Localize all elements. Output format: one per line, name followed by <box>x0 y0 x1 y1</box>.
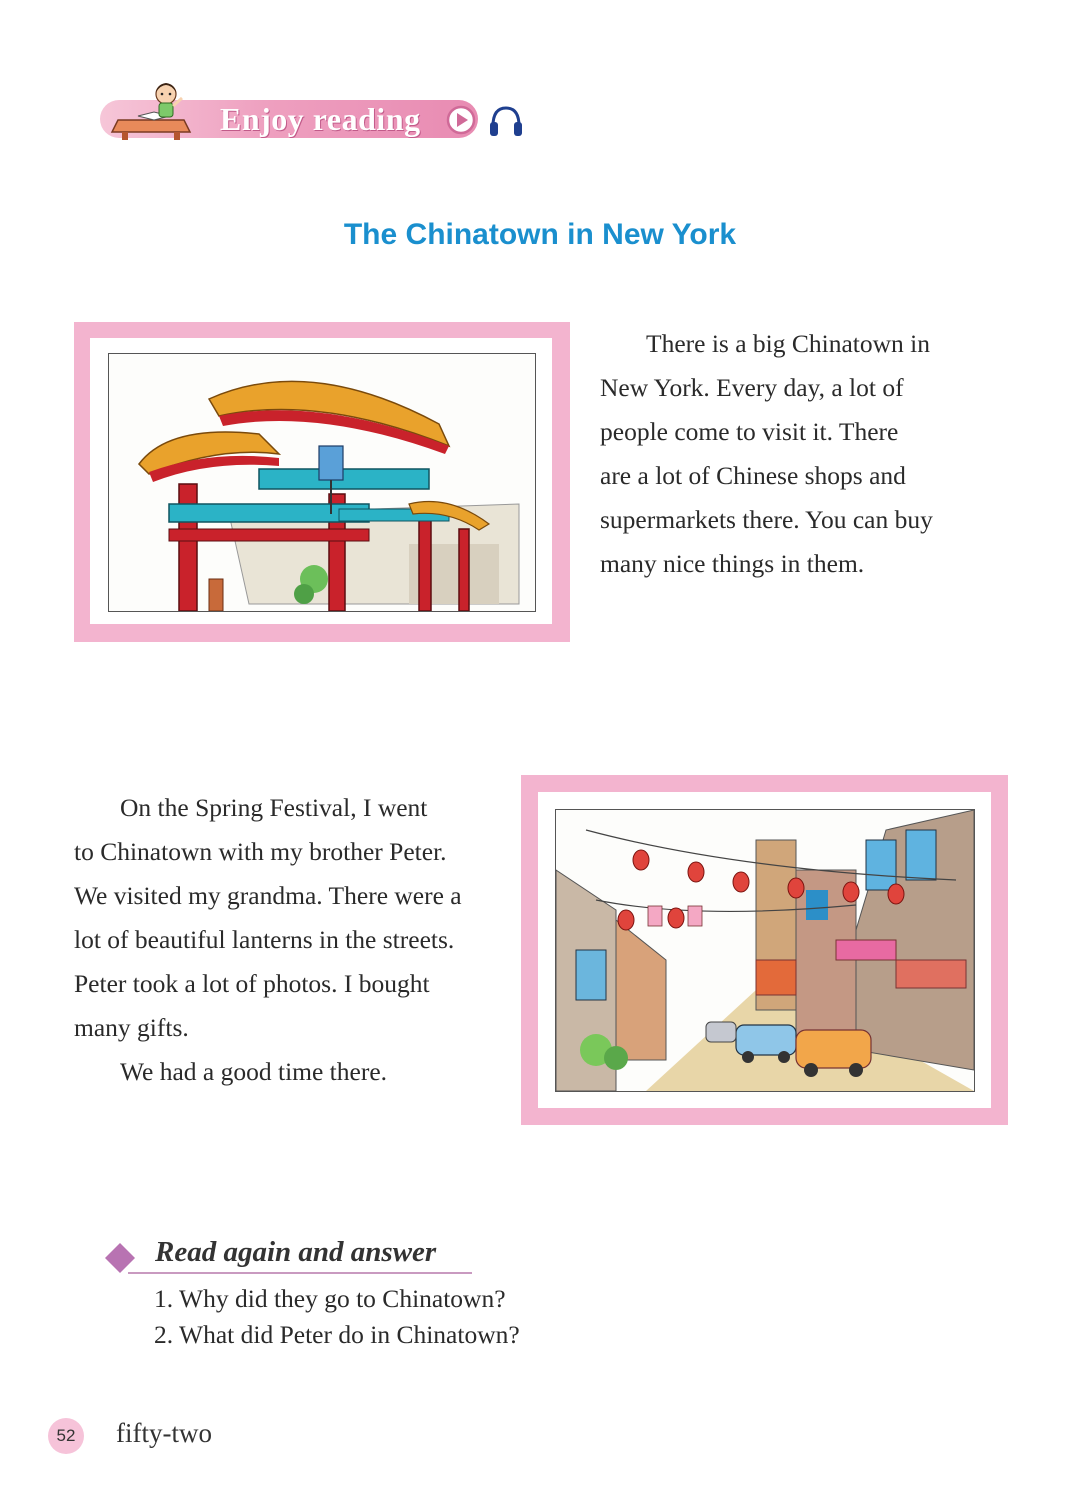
exercise-heading: Read again and answer <box>155 1236 437 1268</box>
page-title: The Chinatown in New York <box>343 218 737 251</box>
paragraph-line: people come to visit it. There <box>600 417 899 446</box>
paragraph-line: many nice things in them. <box>600 549 865 578</box>
paragraph-line: many gifts. <box>74 1013 189 1042</box>
heading-underline <box>128 1272 472 1274</box>
paragraph-line: are a lot of Chinese shops and <box>600 461 906 490</box>
chinatown-street-illustration <box>555 809 975 1092</box>
page-number-word: fifty-two <box>116 1418 212 1448</box>
paragraph-line: Peter took a lot of photos. I bought <box>74 969 430 998</box>
section-banner <box>100 100 480 140</box>
paragraph-line: There is a big Chinatown in <box>646 329 930 358</box>
paragraph-line: We had a good time there. <box>120 1057 388 1086</box>
paragraph-line: New York. Every day, a lot of <box>600 373 904 402</box>
paragraph-line: supermarkets there. You can buy <box>600 505 933 534</box>
section-label: Enjoy reading <box>220 101 421 137</box>
girl-reading-icon <box>108 76 198 142</box>
paragraph-line: On the Spring Festival, I went <box>120 793 428 822</box>
page-number-badge: 52 <box>48 1418 84 1454</box>
picture-frame-street <box>521 775 1008 1125</box>
chinatown-gate-illustration <box>108 353 536 612</box>
picture-frame-gate <box>74 322 570 642</box>
question-2: 2. What did Peter do in Chinatown? <box>154 1320 520 1349</box>
diamond-bullet-icon <box>104 1242 136 1274</box>
paragraph-line: We visited my grandma. There were a <box>74 881 462 910</box>
question-1: 1. Why did they go to Chinatown? <box>154 1284 506 1313</box>
headphones-icon[interactable] <box>488 104 524 138</box>
paragraph-1 <box>600 322 1000 586</box>
paragraph-line: lot of beautiful lanterns in the streets. <box>74 925 455 954</box>
paragraph-2 <box>74 786 514 1094</box>
paragraph-line: to Chinatown with my brother Peter. <box>74 837 447 866</box>
play-icon[interactable] <box>446 105 476 135</box>
